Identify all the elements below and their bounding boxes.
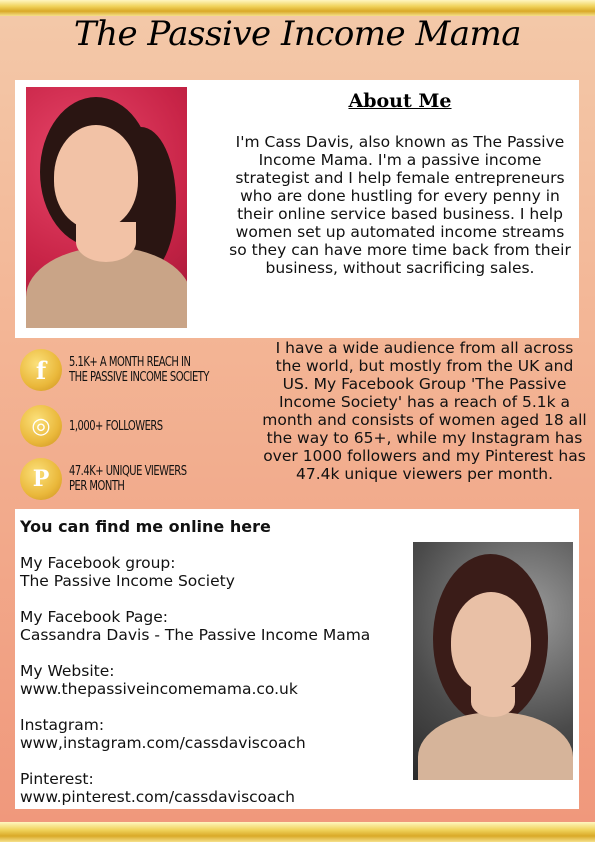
pinterest-icon: P [20, 458, 62, 500]
link-value[interactable]: Cassandra Davis - The Passive Income Mama [20, 626, 371, 644]
instagram-icon: ◎ [20, 405, 62, 447]
stat-instagram [20, 405, 299, 447]
stat-instagram-line1: 1,000+ FOLLOWERS [69, 417, 163, 434]
link-value[interactable]: www,instagram.com/cassdaviscoach [20, 734, 306, 752]
page-title: The Passive Income Mama [73, 14, 522, 54]
profile-photo [26, 87, 187, 328]
link-instagram [20, 716, 410, 752]
stat-facebook [20, 349, 299, 391]
gold-bottom-border [0, 822, 595, 842]
link-website [20, 662, 410, 698]
about-text: I'm Cass Davis, also known as The Passive Income Mama. I'm a passive income strategist and I help female entrepreneurs who are done hustling for every penny in their online service based business. I help women set up automated income streams so they can have more time back from their business, without sacrificing sales. [229, 133, 571, 277]
link-value[interactable]: The Passive Income Society [20, 572, 235, 590]
stat-pinterest-line1: 47.4K+ UNIQUE VIEWERS [69, 463, 187, 479]
link-label: Instagram: [20, 716, 105, 734]
stat-facebook-line1: 5.1K+ A MONTH REACH IN [69, 354, 191, 370]
link-label: My Website: [20, 662, 115, 680]
find-heading: You can find me online here [20, 517, 271, 536]
link-value[interactable]: www.pinterest.com/cassdaviscoach [20, 788, 296, 806]
facebook-icon: f [20, 349, 62, 391]
link-label: Pinterest: [20, 770, 94, 788]
find-panel [15, 509, 579, 809]
link-pinterest [20, 770, 410, 806]
link-value[interactable]: www.thepassiveincomemama.co.uk [20, 680, 298, 698]
about-heading: About Me [348, 90, 452, 112]
stat-pinterest-line2: PER MONTH [69, 478, 125, 494]
about-panel [15, 80, 579, 338]
link-label: My Facebook group: [20, 554, 176, 572]
audience-text: I have a wide audience from all across the world, but mostly from the UK and US. My Facebook Group 'The Passive Income Society' has a reach of 5.1k a month and consists of women aged 18 all the way to 65+, while my Instagram has over 1000 followers and my Pinterest has 47.4k unique viewers per month. [262, 339, 587, 483]
stat-pinterest [20, 458, 299, 500]
secondary-photo [413, 542, 573, 780]
link-facebook-page [20, 608, 410, 644]
stat-facebook-line2: THE PASSIVE INCOME SOCIETY [69, 369, 209, 385]
link-label: My Facebook Page: [20, 608, 168, 626]
link-facebook-group [20, 554, 410, 590]
